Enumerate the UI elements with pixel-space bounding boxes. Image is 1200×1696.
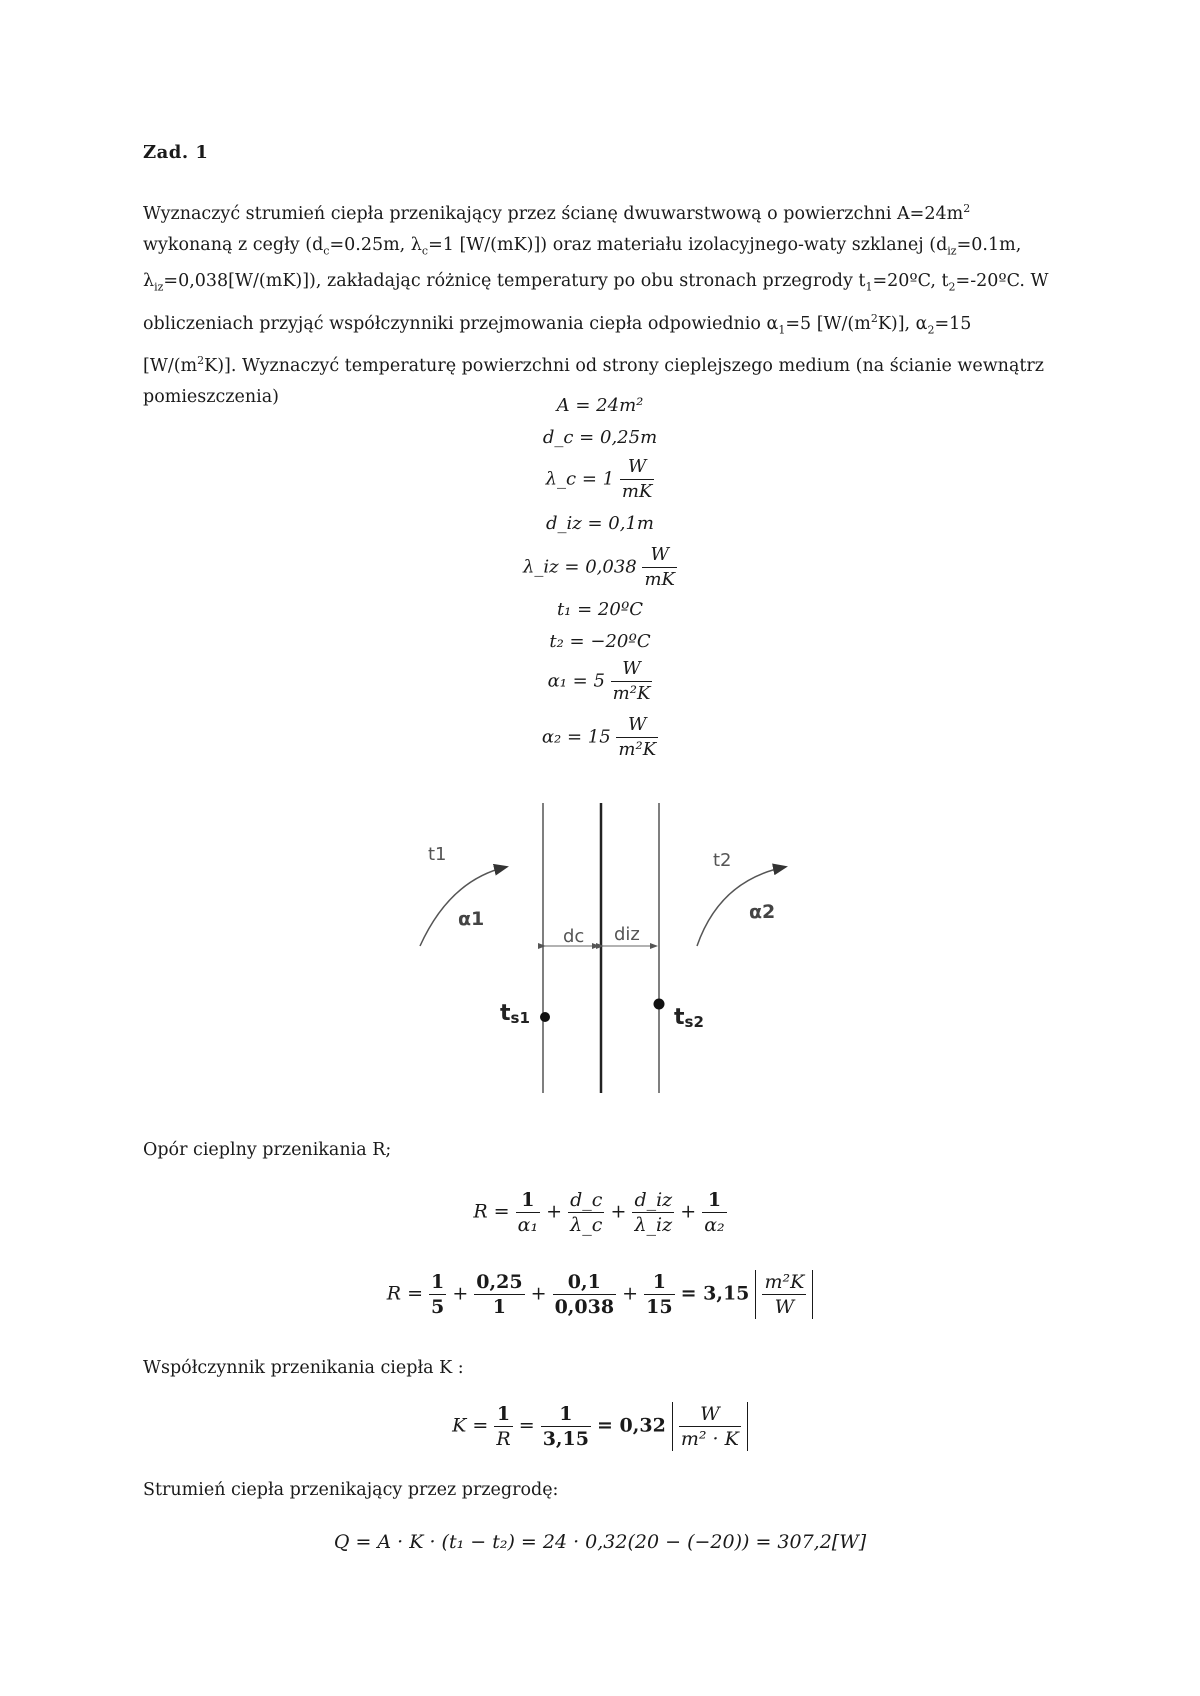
given-alpha1: α₁ = 5 $\frac{W}{\text{m²K}}$ <box>547 658 651 704</box>
given-lambda-iz: λ_iz = 0,038 $\frac{W}{mK}$ <box>523 544 675 590</box>
given-lambda-c: λ_c = 1 $\frac{W}{mK}$ <box>545 456 653 502</box>
fraction: $\frac{1}{15}$ <box>646 1271 673 1318</box>
problem-statement: Wyznaczyć strumień ciepła przenikający przez ścianę dwuwarstwową o powierzchni $A=24m^2$ wykonaną z cegły ($d_c=0.25m$, $\lambda_c=1$ [W/(mK)]) oraz materiału izolacyjnego-waty szklanej ($d_{iz}=0.1m$, $\lambda_{iz}=0,038[W/(mK)]$), zakładając różnicę temperatury po obu stronach przegrody $t_1=20ºC$, $t_2=-20ºC$. W obliczeniach przyjąć współczynniki przejmowania ciepła odpowiednio $\alpha_1=5$ $[W/(m^2K)]$, $\alpha_2=15$ $[W/(m^2K)]$. Wyznaczyć temperaturę powierzchni od strony cieplejszego medium (na ścianie wewnątrz pomieszczenia) <box>143 202 1049 407</box>
heat-flow-arrow-left <box>420 867 506 946</box>
section-K-label: Współczynnik przenikania ciepła K : <box>143 1358 464 1378</box>
given-alpha2: α₂ = 15 $\frac{W}{\text{m²K}}$ <box>541 714 657 760</box>
fraction: $\frac{0,25}{1}$ <box>476 1271 523 1318</box>
fraction: $\frac{d\_iz}{\lambda\_iz}$ <box>634 1189 673 1236</box>
task-heading: Zad. 1 <box>143 142 209 163</box>
fraction: $\frac{1}{3,15}$ <box>542 1403 589 1450</box>
unit-bracket: $\frac{W}{\text{m² · K}}$ <box>672 1402 748 1451</box>
fraction: $\frac{d\_c}{\lambda\_c}$ <box>570 1189 603 1236</box>
given-diz: d_iz = 0,1m <box>546 513 654 534</box>
fraction: $\frac{0,1}{0,038}$ <box>554 1271 615 1318</box>
fraction: $\frac{1}{\text{α₂}}$ <box>704 1189 725 1236</box>
label-alpha1: α1 <box>458 908 485 930</box>
point-ts2 <box>654 999 665 1010</box>
label-diz: diz <box>614 924 640 945</box>
label-t2: t2 <box>713 850 732 871</box>
given-area: A = 24m² <box>556 395 644 416</box>
equation-K: K = $\frac{1}{R}$ = $\frac{1}{3,15}$ = 0,32 $\frac{W}{\text{m² · K}}$ <box>0 1402 1200 1451</box>
equation-R-numeric: R = $\frac{1}{5}$ + $\frac{0,25}{1}$ + $\frac{0,1}{0,038}$ + $\frac{1}{15}$ = 3,15 $\frac{\text{m²K}}{W}$ <box>0 1270 1200 1319</box>
fraction: $\frac{W}{mK}$ <box>621 456 653 502</box>
label-ts1: ts1 <box>500 1001 530 1027</box>
fraction: $\frac{1}{5}$ <box>431 1271 445 1318</box>
section-Q-label: Strumień ciepła przenikający przez przegrodę: <box>143 1480 559 1500</box>
equation-Q: Q = A · K · (t₁ − t₂) = 24 · 0,32(20 − (−20)) = 307,2[W] <box>333 1531 867 1553</box>
point-ts1 <box>540 1012 550 1022</box>
label-ts2: ts2 <box>674 1005 704 1031</box>
section-resistance-label: Opór cieplny przenikania R; <box>143 1140 392 1160</box>
fraction: $\frac{1}{\text{α₁}}$ <box>517 1189 539 1236</box>
given-t2: t₂ = −20ºC <box>549 631 651 652</box>
equation-R-symbolic: R = $\frac{1}{\text{α₁}}$ + $\frac{d\_c}{\lambda\_c}$ + $\frac{d\_iz}{\lambda\_iz}$ + $\frac{1}{\text{α₂}}$ <box>473 1189 725 1236</box>
label-dc: dc <box>563 926 585 947</box>
fraction: $\frac{W}{mK}$ <box>644 544 675 590</box>
label-t1: t1 <box>428 844 447 865</box>
unit-bracket: $\frac{\text{m²K}}{W}$ <box>755 1270 813 1319</box>
fraction: $\frac{W}{\text{m²K}}$ <box>612 658 651 704</box>
given-dc: d_c = 0,25m <box>542 427 658 448</box>
given-t1: t₁ = 20ºC <box>556 599 644 620</box>
fraction: $\frac{W}{\text{m²K}}$ <box>618 714 657 760</box>
label-alpha2: α2 <box>749 901 776 923</box>
fraction: $\frac{1}{R}$ <box>496 1403 511 1450</box>
